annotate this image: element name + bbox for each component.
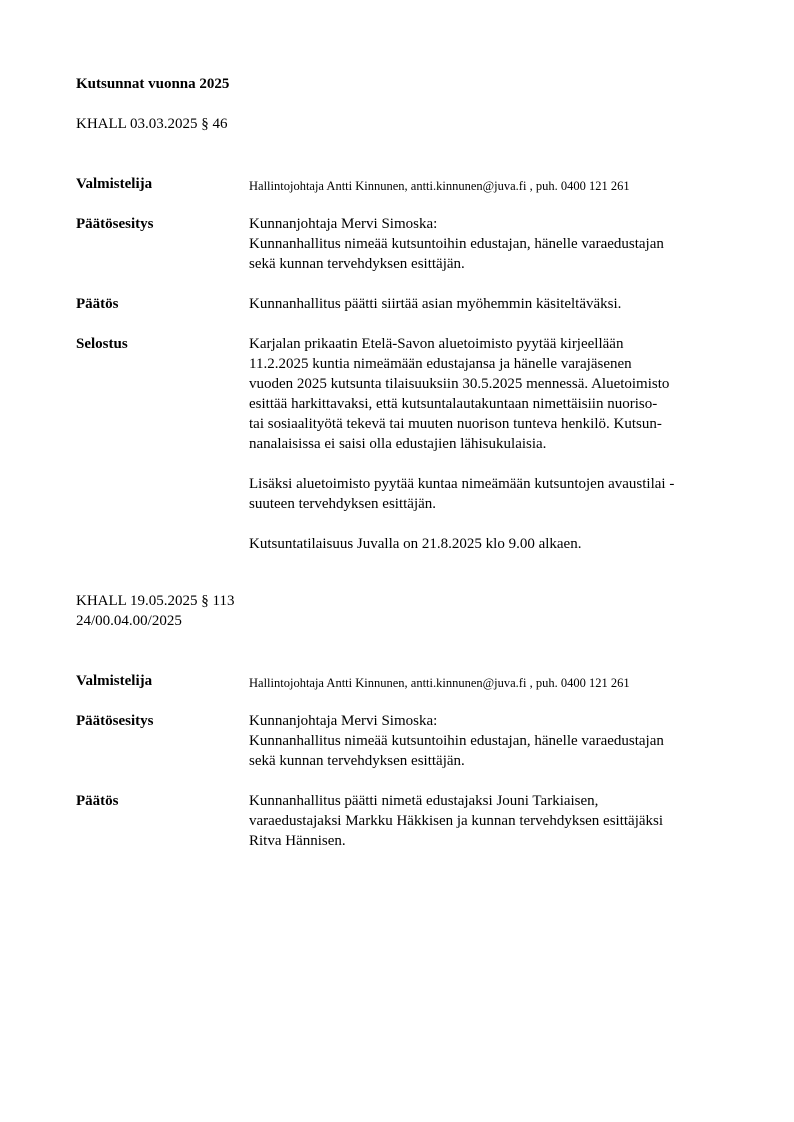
paatosesitys-text xyxy=(249,711,749,771)
text-line: Lisäksi aluetoimisto pyytää kuntaa nimeämään kutsuntojen avaustilai - xyxy=(249,476,675,492)
valmistelija-text: Hallintojohtaja Antti Kinnunen, antti.kinnunen@juva.fi , puh. 0400 121 261 xyxy=(249,676,630,690)
paatos-text xyxy=(249,791,749,851)
paatosesitys-label: Päätösesitys xyxy=(76,713,154,729)
text-line: Kunnanhallitus nimeää kutsuntoihin edustajan, hänelle varaedustajan xyxy=(249,236,664,252)
text-line: Ritva Hännisen. xyxy=(249,833,346,849)
paragraph xyxy=(249,474,749,514)
selostus-label: Selostus xyxy=(76,336,128,352)
text-line: nanalaisissa ei saisi olla edustajien lähisukulaisia. xyxy=(249,436,547,452)
text-line: 11.2.2025 kuntia nimeämään edustajansa ja hänelle varajäsenen xyxy=(249,356,632,372)
text-line: sekä kunnan tervehdyksen esittäjän. xyxy=(249,256,465,272)
meeting-reference-1: KHALL 03.03.2025 § 46 xyxy=(76,116,228,132)
text-line: tai sosiaalityötä tekevä tai muuten nuorison tunteva henkilö. Kutsun- xyxy=(249,416,662,432)
text-line: Kunnanhallitus päätti nimetä edustajaksi Jouni Tarkiaisen, xyxy=(249,793,599,809)
text-line: suuteen tervehdyksen esittäjän. xyxy=(249,496,437,512)
paatosesitys-label: Päätösesitys xyxy=(76,216,154,232)
paragraph xyxy=(249,334,749,454)
text-line: Kunnanjohtaja Mervi Simoska: xyxy=(249,216,438,232)
text-line: sekä kunnan tervehdyksen esittäjän. xyxy=(249,753,465,769)
document-title: Kutsunnat vuonna 2025 xyxy=(76,76,230,92)
text-line: Kunnanhallitus nimeää kutsuntoihin edustajan, hänelle varaedustajan xyxy=(249,733,664,749)
valmistelija-label: Valmistelija xyxy=(76,176,153,192)
paragraph xyxy=(249,534,749,554)
valmistelija-text: Hallintojohtaja Antti Kinnunen, antti.kinnunen@juva.fi , puh. 0400 121 261 xyxy=(249,179,630,193)
text-line: Karjalan prikaatin Etelä-Savon aluetoimisto pyytää kirjeellään xyxy=(249,336,624,352)
paatos-label: Päätös xyxy=(76,296,119,312)
text-line: Kutsuntatilaisuus Juvalla on 21.8.2025 klo 9.00 alkaen. xyxy=(249,536,582,552)
text-line: esittää harkittavaksi, että kutsuntalautakuntaan nimettäisiin nuoriso- xyxy=(249,396,658,412)
meeting-reference-2: KHALL 19.05.2025 § 113 xyxy=(76,593,235,609)
text-line: vuoden 2025 kutsunta tilaisuuksiin 30.5.2025 mennessä. Aluetoimisto xyxy=(249,376,670,392)
paatosesitys-text xyxy=(249,214,749,274)
selostus-text xyxy=(249,334,749,554)
paatos-label: Päätös xyxy=(76,793,119,809)
diary-number: 24/00.04.00/2025 xyxy=(76,613,182,629)
text-line: Kunnanhallitus päätti siirtää asian myöhemmin käsiteltäväksi. xyxy=(249,296,622,312)
paatos-text xyxy=(249,294,749,314)
valmistelija-label: Valmistelija xyxy=(76,673,153,689)
text-line: Kunnanjohtaja Mervi Simoska: xyxy=(249,713,438,729)
text-line: varaedustajaksi Markku Häkkisen ja kunnan tervehdyksen esittäjäksi xyxy=(249,813,664,829)
